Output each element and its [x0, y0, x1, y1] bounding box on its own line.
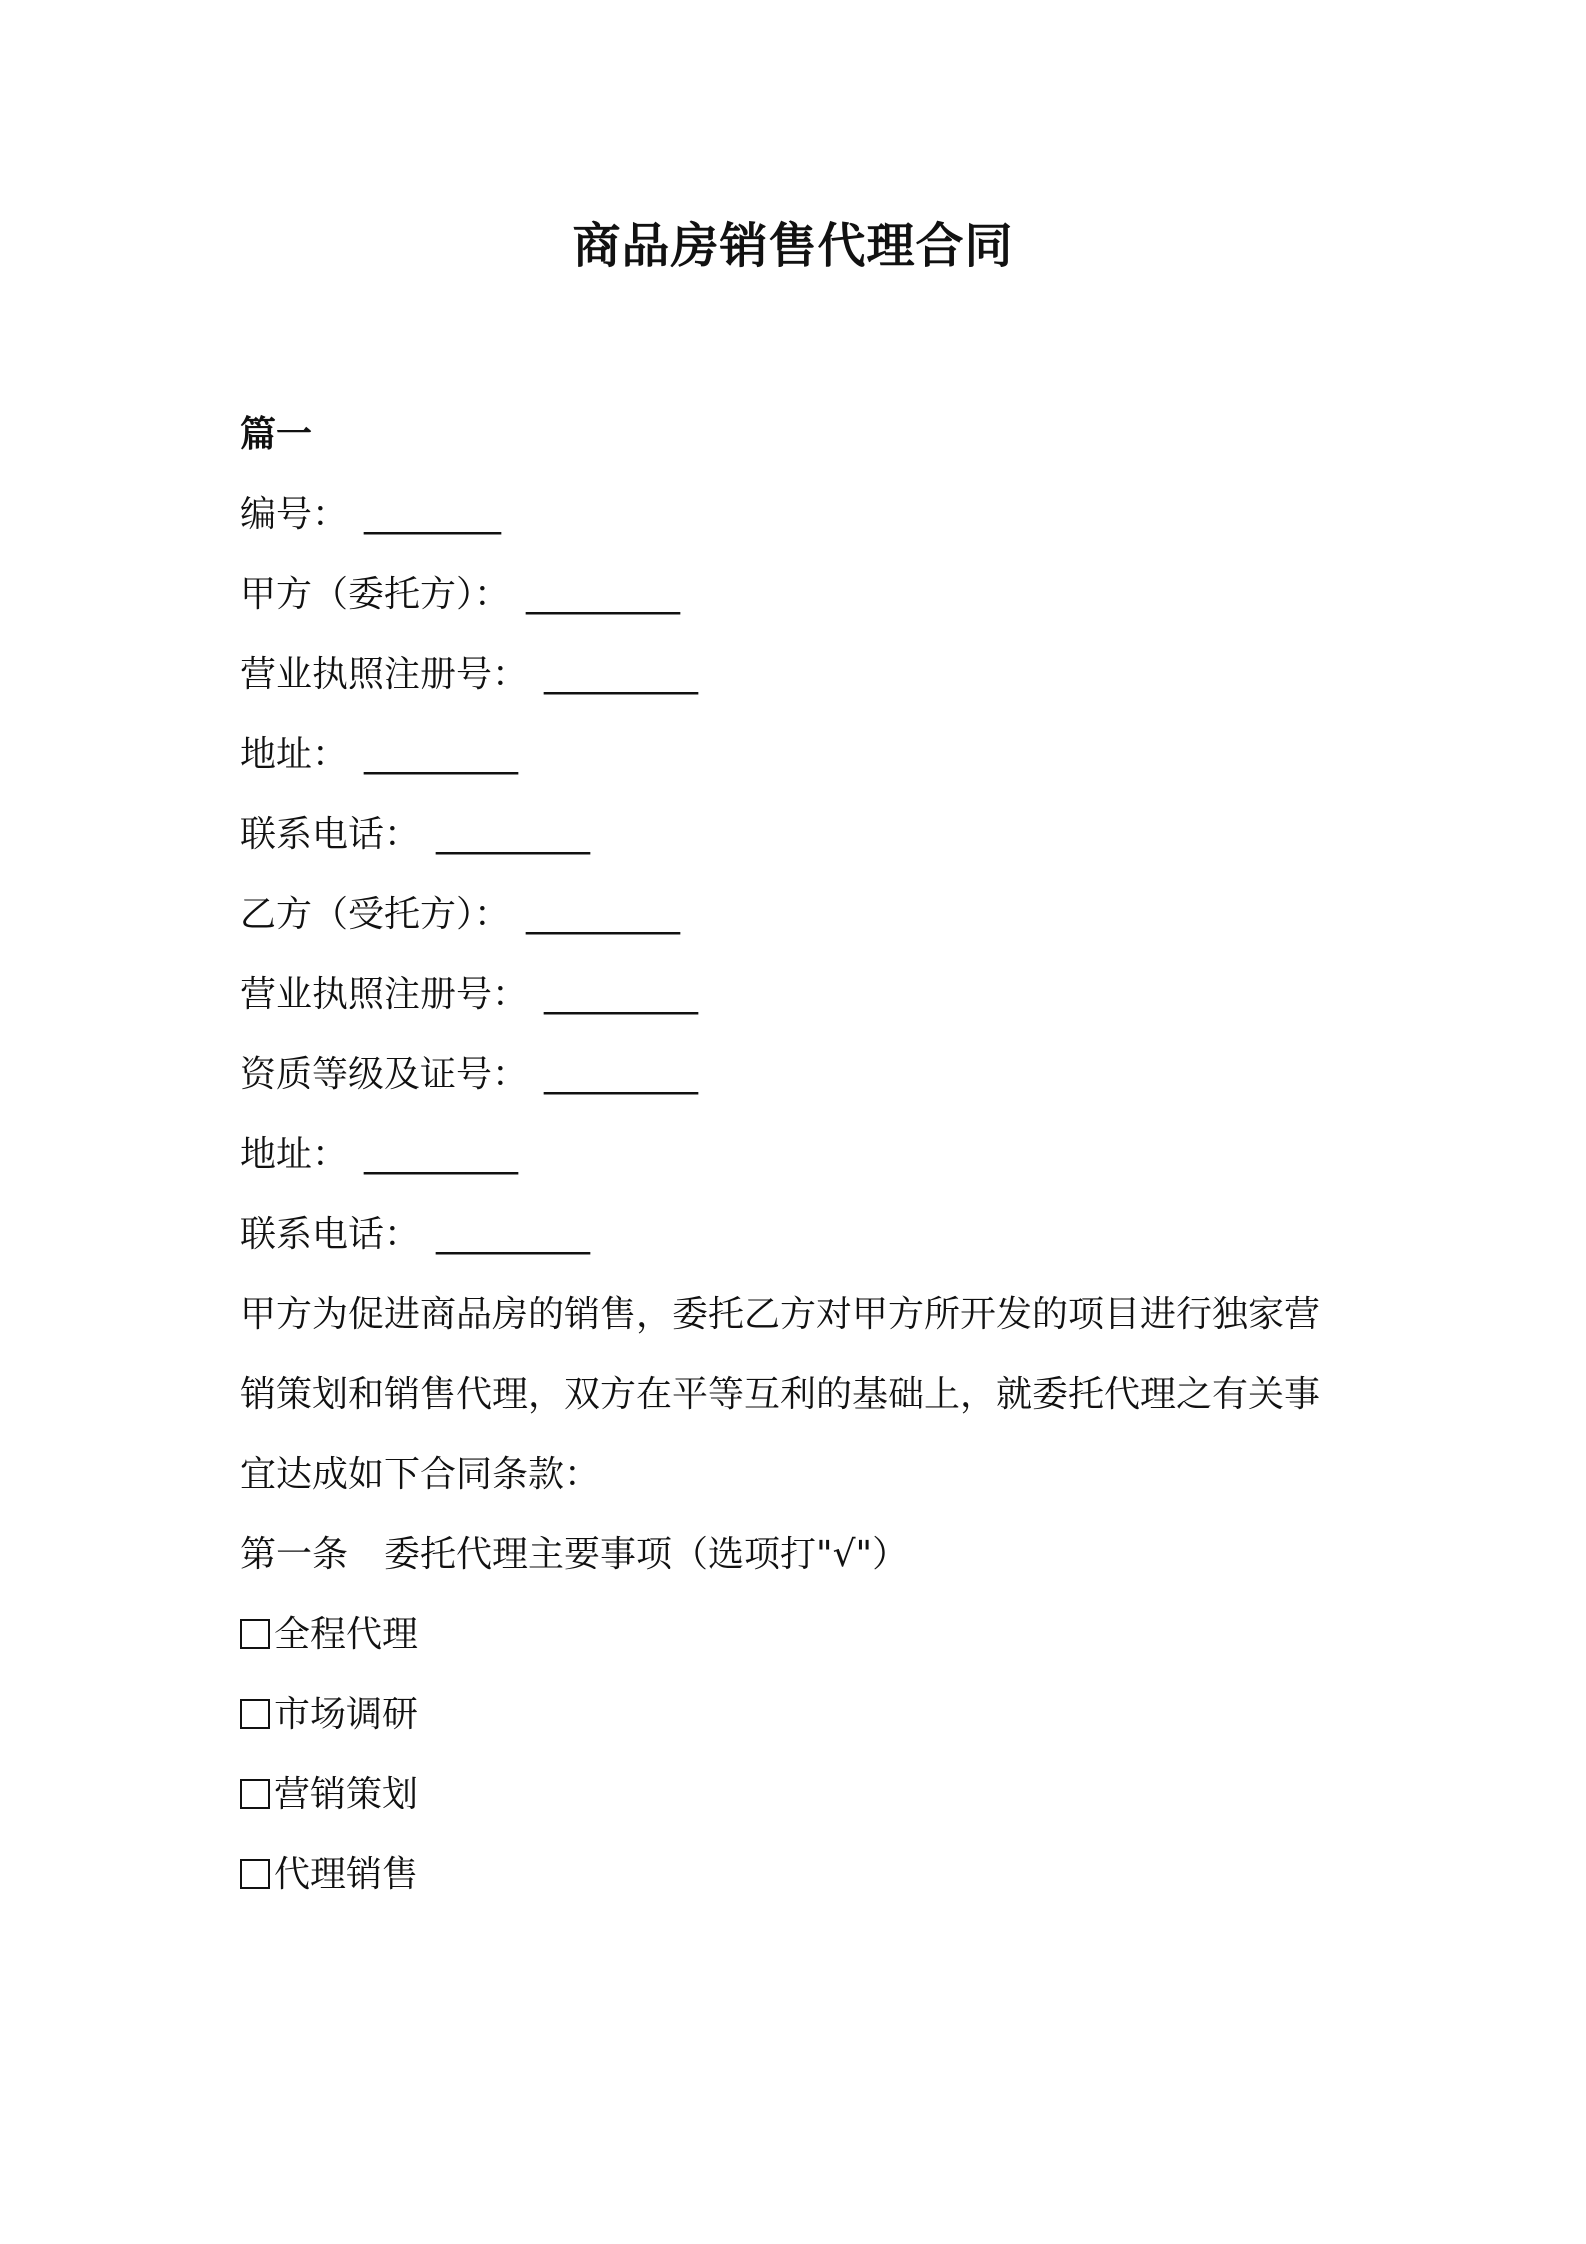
field-party-b: [240, 891, 679, 939]
option-label: 全程代理: [274, 1614, 419, 1655]
field-party-a-phone: [240, 811, 589, 859]
field-party-a-address: [240, 731, 517, 779]
field-party-b-address: [240, 1131, 517, 1179]
fill-blank: _________: [544, 654, 698, 695]
fill-blank: ________: [364, 494, 501, 535]
field-contract-number: [240, 491, 500, 539]
option-item: [240, 1691, 418, 1739]
checkbox-icon[interactable]: [240, 1779, 270, 1809]
article-text: 委托代理主要事项（选项打"√"）: [384, 1534, 909, 1575]
field-party-b-phone: [240, 1211, 589, 1259]
field-label: 营业执照注册号：: [240, 974, 529, 1015]
option-item: [240, 1771, 418, 1819]
field-label: 地址：: [240, 1134, 349, 1175]
option-label: 代理销售: [274, 1854, 419, 1895]
option-item: [240, 1851, 418, 1899]
field-label: 乙方（受托方）：: [240, 894, 511, 935]
field-label: 联系电话：: [240, 1214, 421, 1255]
paragraph-line: 销策划和销售代理，双方在平等互利的基础上，就委托代理之有关事: [240, 1374, 1321, 1415]
fill-blank: _________: [436, 1214, 590, 1255]
checkbox-icon[interactable]: [240, 1619, 270, 1649]
field-party-b-qualification: [240, 1051, 697, 1099]
field-label: 编号：: [240, 494, 349, 535]
field-label: 地址：: [240, 734, 349, 775]
paragraph-line: 宜达成如下合同条款：: [240, 1454, 601, 1495]
fill-blank: _________: [364, 734, 518, 775]
paragraph-line: 甲方为促进商品房的销售，委托乙方对甲方所开发的项目进行独家营: [240, 1294, 1321, 1335]
fill-blank: _________: [544, 1054, 698, 1095]
field-party-a-license: [240, 651, 697, 699]
fill-blank: _________: [436, 814, 590, 855]
article-number: 第一条: [240, 1534, 349, 1575]
field-label: 甲方（委托方）：: [240, 574, 511, 615]
field-label: 营业执照注册号：: [240, 654, 529, 695]
option-label: 市场调研: [274, 1694, 419, 1735]
article-heading: [240, 1531, 908, 1579]
fill-blank: _________: [526, 574, 680, 615]
fill-blank: _________: [544, 974, 698, 1015]
checkbox-icon[interactable]: [240, 1699, 270, 1729]
checkbox-icon[interactable]: [240, 1859, 270, 1889]
section-heading: 篇一: [240, 414, 313, 455]
field-party-a: [240, 571, 679, 619]
option-label: 营销策划: [274, 1774, 419, 1815]
field-label: 资质等级及证号：: [240, 1054, 529, 1095]
document-title: 商品房销售代理合同: [572, 218, 1014, 274]
field-party-b-license: [240, 971, 697, 1019]
field-label: 联系电话：: [240, 814, 421, 855]
fill-blank: _________: [364, 1134, 518, 1175]
option-item: [240, 1611, 418, 1659]
fill-blank: _________: [526, 894, 680, 935]
